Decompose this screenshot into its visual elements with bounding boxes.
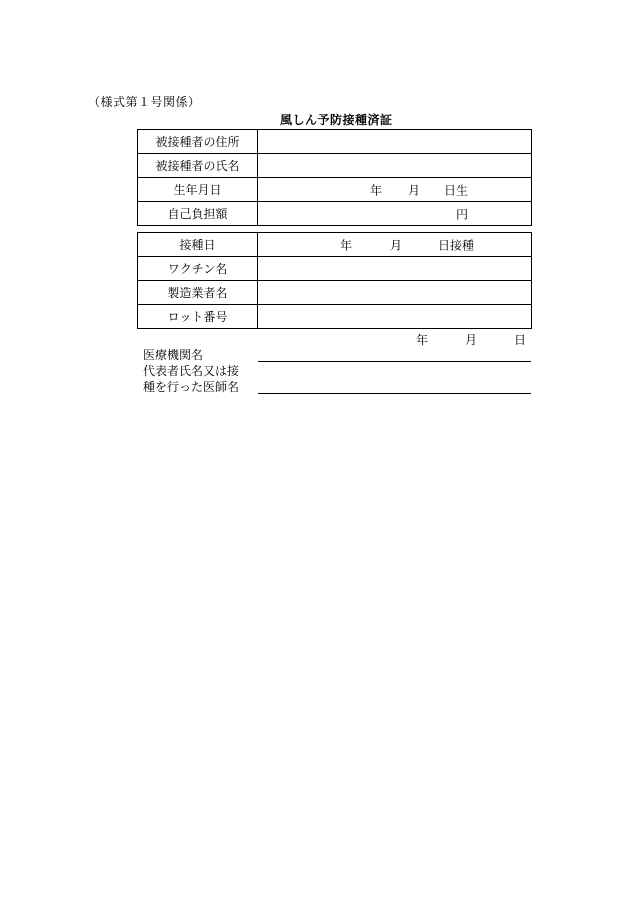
sign-day-unit: 日: [514, 333, 527, 347]
institution-line[interactable]: [258, 361, 531, 362]
manufacturer-label: 製造業者名: [138, 281, 258, 305]
birthdate-label: 生年月日: [138, 178, 258, 202]
doctor-label-line1: 代表者氏名又は接: [143, 364, 240, 378]
copayment-label: 自己負担額: [138, 202, 258, 226]
table-row: [138, 154, 532, 178]
address-field[interactable]: [258, 130, 532, 154]
birthdate-field[interactable]: [258, 178, 532, 202]
lot-number-label: ロット番号: [138, 305, 258, 329]
table-row: [138, 281, 532, 305]
birth-month-unit: 月: [408, 183, 421, 197]
table-row: [138, 130, 532, 154]
table-row: [138, 233, 532, 257]
table-row: [138, 178, 532, 202]
doctor-label-line2: 種を行った医師名: [143, 380, 240, 394]
sign-month-unit: 月: [465, 333, 478, 347]
name-field[interactable]: [258, 154, 532, 178]
vaccine-name-field[interactable]: [258, 257, 532, 281]
vaccine-name-label: ワクチン名: [138, 257, 258, 281]
table-row: [138, 305, 532, 329]
sign-year-unit: 年: [416, 333, 429, 347]
table-row: [138, 257, 532, 281]
manufacturer-field[interactable]: [258, 281, 532, 305]
birth-day-unit: 日生: [444, 183, 469, 197]
vacc-month-unit: 月: [390, 238, 403, 252]
institution-label: 医療機関名: [143, 348, 204, 362]
doctor-signature-line[interactable]: [258, 393, 531, 394]
name-label: 被接種者の氏名: [138, 154, 258, 178]
document-title: 風しん予防接種済証: [280, 113, 393, 127]
yen-unit: 円: [456, 207, 469, 221]
vaccination-date-label: 接種日: [138, 233, 258, 257]
lot-number-field[interactable]: [258, 305, 532, 329]
table-row: [138, 202, 532, 226]
vaccination-date-field[interactable]: [258, 233, 532, 257]
vacc-year-unit: 年: [340, 238, 353, 252]
vaccination-info-table: [137, 232, 532, 329]
vacc-day-unit: 日接種: [438, 238, 475, 252]
birth-year-unit: 年: [370, 183, 383, 197]
address-label: 被接種者の住所: [138, 130, 258, 154]
form-reference: （様式第１号関係）: [88, 95, 201, 109]
copayment-field[interactable]: [258, 202, 532, 226]
recipient-info-table: [137, 129, 532, 226]
